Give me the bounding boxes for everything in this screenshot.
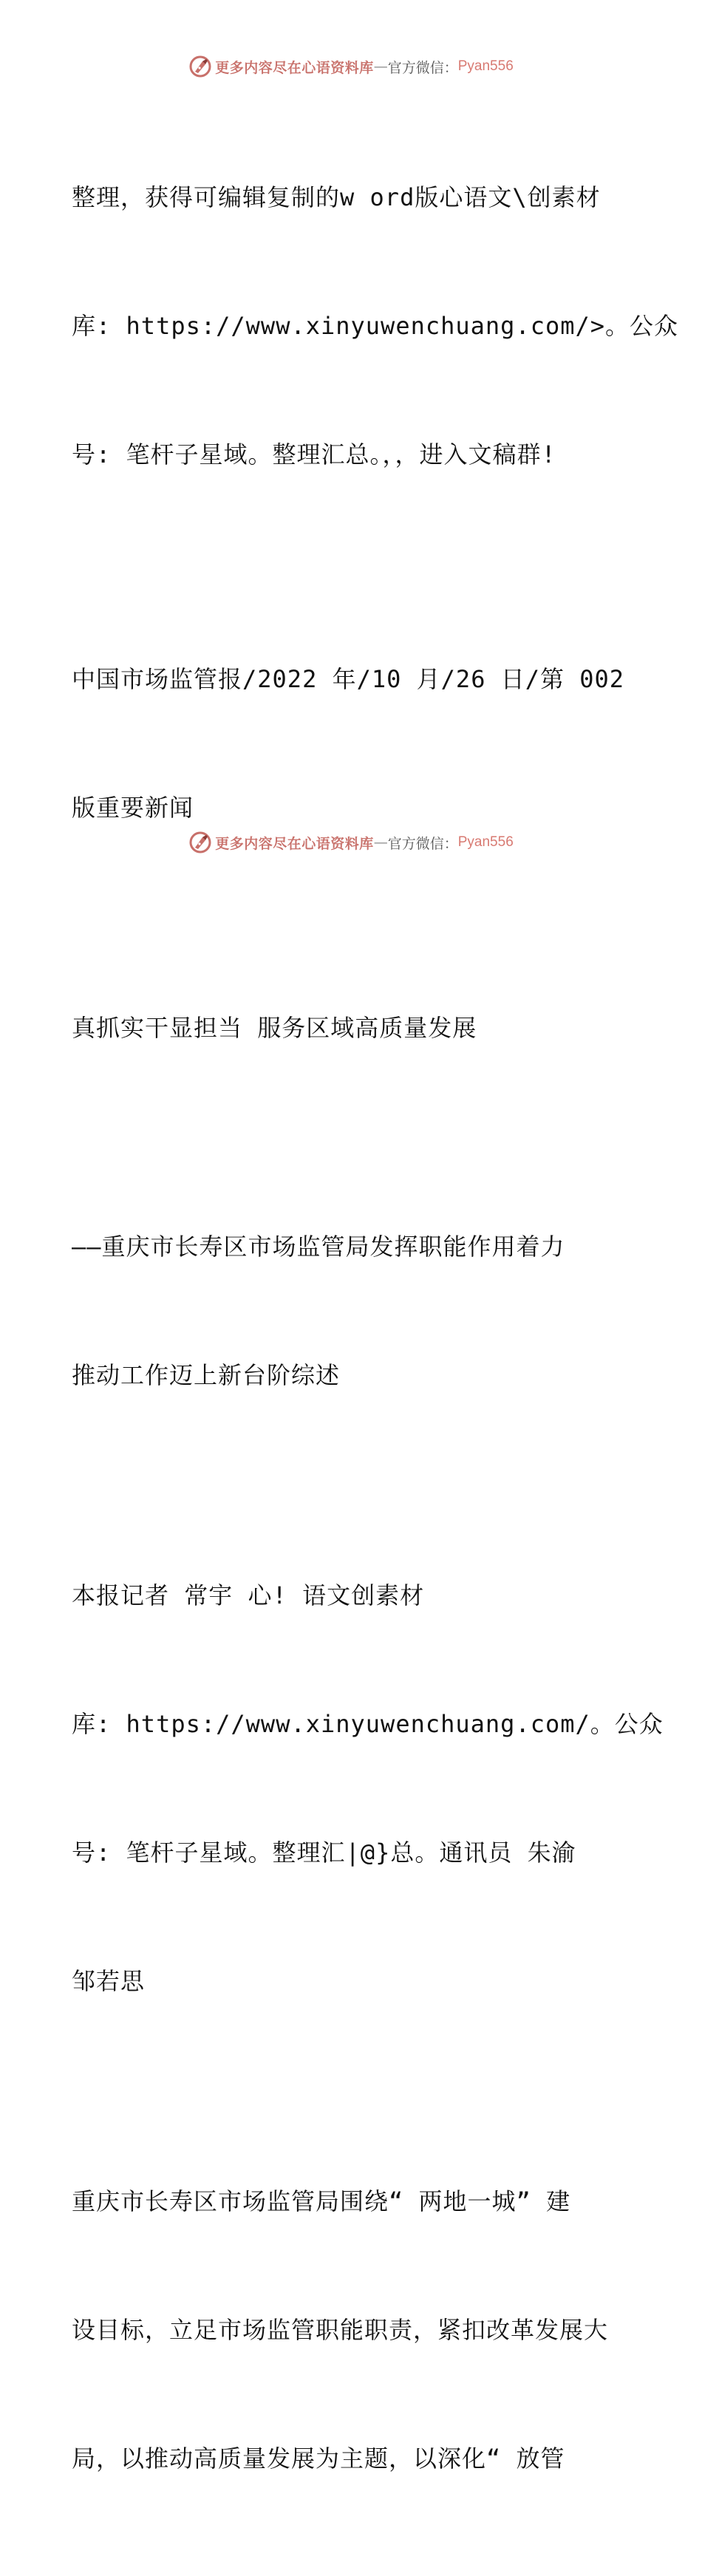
intro-paragraph	[72, 90, 679, 562]
article-subtitle	[72, 1139, 633, 1482]
title-line: 真抓实干显担当 服务区域高质量发展	[72, 1014, 477, 1042]
watermark-wechat-id: Pyan556	[457, 58, 514, 74]
source-line: 版重要新闻	[72, 794, 194, 822]
byline-line: 号: 笔杆子星域。整理汇|@}总。通讯员 朱渝	[72, 1839, 576, 1867]
watermark-text: 更多内容尽在心语资料库	[215, 835, 374, 852]
pen-nib-circle-icon	[188, 55, 212, 78]
pen-nib-circle-icon	[188, 831, 212, 854]
body-line: 重庆市长寿区市场监管局围绕“ 两地一城” 建	[72, 2187, 571, 2215]
intro-line: 库: https://www.xinyuwenchuang.com/>。公众	[72, 312, 679, 340]
watermark-dash: —	[373, 58, 388, 75]
document-body	[72, 90, 679, 2576]
header-watermark	[0, 52, 702, 81]
subtitle-line: 推动工作迈上新台阶综述	[72, 1361, 341, 1389]
watermark-dash: —	[373, 834, 388, 851]
body-paragraph	[72, 2094, 633, 2566]
watermark-text: 更多内容尽在心语资料库	[215, 59, 374, 76]
watermark-wechat-id: Pyan556	[457, 834, 514, 850]
source-paragraph	[72, 572, 633, 915]
intro-line: 整理，获得可编辑复制的w ord版心语文\创素材	[72, 183, 601, 211]
body-line: 设目标，立足市场监管职能职责，紧扣改革发展大	[72, 2316, 609, 2344]
source-line: 中国市场监管报/2022 年/10 月/26 日/第 002	[72, 665, 625, 693]
subtitle-line: ——重庆市长寿区市场监管局发挥职能作用着力	[72, 1233, 565, 1261]
footer-watermark	[0, 828, 702, 857]
article-title	[72, 921, 633, 1135]
body-line: 局，以推动高质量发展为主题，以深化“ 放管	[72, 2444, 565, 2473]
byline-line: 本报记者 常宇 心! 语文创素材	[72, 1581, 425, 1609]
watermark-official-label: 官方微信：	[387, 835, 458, 852]
watermark-official-label: 官方微信：	[387, 59, 458, 76]
byline-line: 邹若思	[72, 1967, 146, 1995]
byline-line: 库: https://www.xinyuwenchuang.com/。公众	[72, 1710, 664, 1738]
byline-paragraph	[72, 1488, 664, 2088]
intro-line: 号: 笔杆子星域。整理汇总。，，进入文稿群!	[72, 440, 556, 468]
